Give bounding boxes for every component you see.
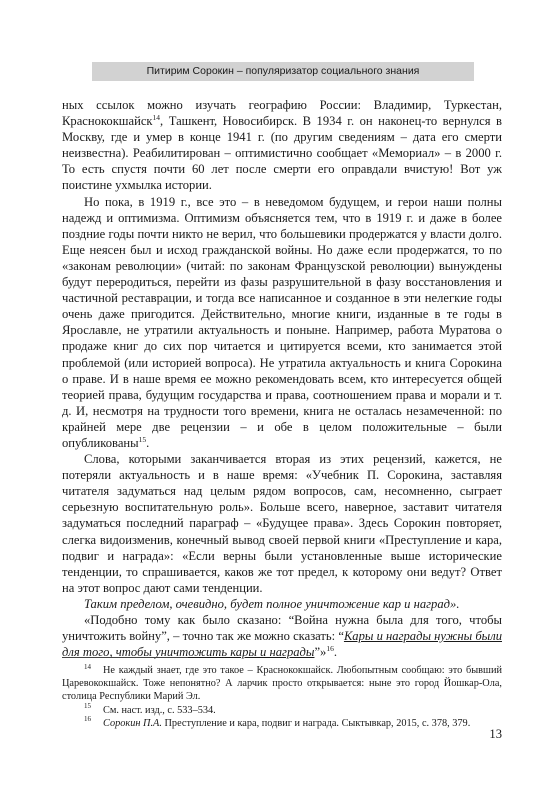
footnote-ref-15[interactable]: 15 [138,434,147,444]
paragraph-1 [62,97,502,194]
footnote-ref-16[interactable]: 16 [326,644,334,653]
footnote-number: 14 [84,662,91,671]
paragraph-5-emphasis: Кары и награды нужны были для того, чтобы уничтожить кары и награды [62,629,502,660]
footnote-number: 16 [84,715,91,724]
paragraph-5-text-a: «Подобно тому как было сказано: “Война нужна была для того, чтобы уничтожить войну”, – точно так же можно сказать: “ [62,613,502,644]
paragraph-4-italic: Таким пределом, очевидно, будет полное уничтожение кар и наград». [84,596,460,611]
footnote-14 [62,664,502,704]
paragraph-2-text-b: . [146,435,150,450]
footnotes [62,664,502,730]
footnote-text: Не каждый знает, где это такое – Краснококшайск. Любопытным сообщаю: это бывший Царевококшайск. Тоже непонятно? А ларчик просто открывается: ныне это город Йошкар-Ола, столица Республики Марий Эл. [62,665,502,703]
footnote-16 [62,717,502,730]
paragraph-1-text-a: ных ссылок можно изучать географию России: Владимир, Туркестан, Краснококшайск [62,98,502,129]
footnote-text: См. наст. изд., с. 533–534. [103,704,216,716]
paragraph-5 [62,612,502,660]
footnote-author: Сорокин П.А. [103,717,162,729]
footnote-text: Преступление и кара, подвиг и награда. Сыктывкар, 2015, с. 378, 379. [161,717,471,729]
running-header: Питирим Сорокин – популяризатор социального знания [92,62,474,81]
paragraph-5-text-b: ”» [314,645,327,660]
paragraph-5-text-c: . [333,645,338,660]
footnote-15 [62,704,502,717]
page-number: 13 [489,727,502,741]
main-text [62,97,502,660]
paragraph-2-text-a: Но пока, в 1919 г., все это – в неведомом будущем, и герои наши полны надежд и оптимизма. Оптимизм объясняется тем, что в 1919 г. и даже в более поздние годы почти никто не верил, что большевики продержатся у власти долго. Еще неясен был и исход гражданской войны. Но даже если продержатся, то по «законам революции» (читай: по законам Французской революции) вынуждены будут переродиться, перейти из фазы разрушительной в фазу восстановления и частичной реставрации, и тогда все написанное и созданное в эти нелегкие годы очень даже пригодится. Действительно, многие книги, изданные в те годы в Ярославле, не утратили актуальность и поныне. Например, работа Муратова о продаже книг до сих пор читается и цитируется всеми, кто занимается этой проблемой (или историей вопроса). Не утратила актуальность и книга Сорокина о праве. И в наше время ее можно рекомендовать всем, кто интересуется общей теорией права, будущим государства и права, соотношением права и морали и т. д. И, несмотря на трудности того времени, книга не осталась незамеченной: по крайней мере две рецензии – и обе в целом положительные – были опубликованы [62,194,502,450]
paragraph-3: Слова, которыми заканчивается вторая из этих рецензий, кажется, не потеряли актуальность и в наше время: «Учебник П. Сорокина, заставляя читателя задуматься над целым рядом вопросов, сам, несомненно, сыграет серьезную воспитательную роль». Больше всего, наверное, заставит читателя задуматься последний параграф – «Будущее права». Здесь Сорокин повторяет, слегка видоизменив, конечный вывод своей первой книги «Преступление и кара, подвиг и награда»: «Если верны были установленные выше исторические тенденции, то спрашивается, каков же тот предел, к которому они ведут? Ответ на этот вопрос дают сами тенденции. [62,452,502,595]
footnote-ref-14[interactable]: 14 [152,112,161,122]
footnote-number: 15 [84,702,91,711]
footnote-separator [62,657,188,658]
paragraph-2 [62,194,502,452]
paragraph-1-text-b: , Ташкент, Новосибирск. В 1934 г. он наконец-то вернулся в Москву, где и умер в конце 1941 г. (по другим сведениям – дата его смерти неизвестна). Реабилитирован – оптимистично сообщает «Мемориал» – в 2000 г. То есть спустя почти 60 лет после смерти его оправдали вчистую! Вот уж поистине ухмылка истории. [62,114,502,193]
